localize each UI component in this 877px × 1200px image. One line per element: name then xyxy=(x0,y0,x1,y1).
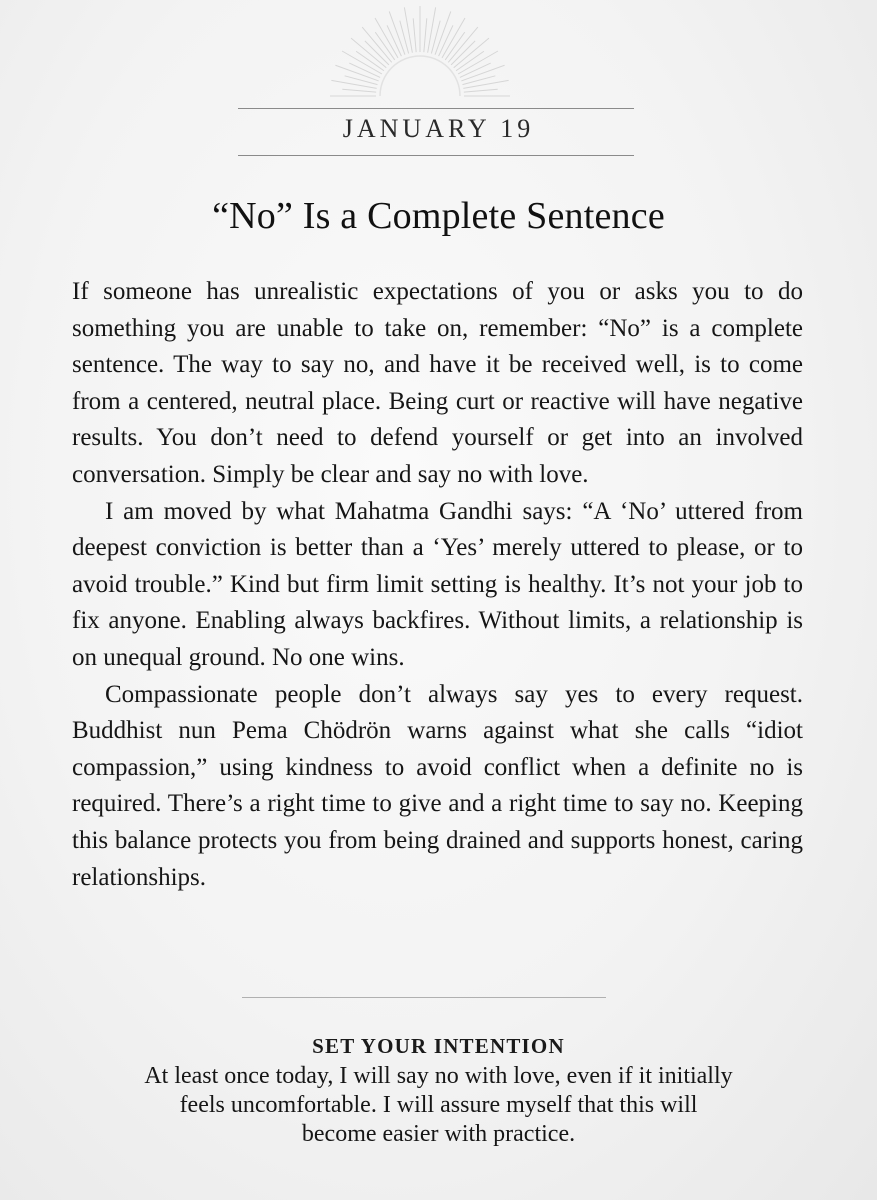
sunburst-ray xyxy=(435,11,451,54)
sunburst-ray xyxy=(404,7,412,52)
sunburst-ray xyxy=(389,11,405,54)
sunburst-ray xyxy=(335,65,378,81)
date-bottom-rule xyxy=(238,155,634,156)
sunburst-ray xyxy=(375,18,398,58)
date-top-rule xyxy=(238,108,634,109)
sunburst-ray xyxy=(331,80,376,88)
sunburst-ray xyxy=(461,65,504,81)
entry-body xyxy=(72,274,803,896)
intention-heading: SET YOUR INTENTION xyxy=(312,1034,565,1058)
body-paragraph: If someone has unrealistic expectations of you or asks you to do something you are unable to take on, remember: “No” is a complete sentence. The way to say no, and have it be received well, is to come from a centered, neutral place. Being curt or reactive will have negative results. You don’t need to defend yourself or get into an involved conversation. Simply be clear and say no with love. xyxy=(72,278,803,488)
sunburst-ray xyxy=(424,18,427,52)
sunburst-ray xyxy=(442,18,465,58)
sunburst-ray xyxy=(458,51,498,74)
sunburst-ray xyxy=(342,89,376,92)
sunburst-ray xyxy=(362,27,392,62)
sunburst-icon xyxy=(330,0,510,100)
sunburst-ray xyxy=(351,38,386,68)
sunburst-ray xyxy=(464,89,498,92)
sunburst-ray xyxy=(463,80,508,88)
page-title: “No” Is a Complete Sentence xyxy=(212,195,665,237)
body-paragraph: I am moved by what Mahatma Gandhi says: “A ‘No’ uttered from deepest conviction is better than a ‘Yes’ merely uttered to please, or to avoid trouble.” Kind but firm limit setting is healthy. It’s not your job to fix anyone. Enabling always backfires. Without limits, a relationship is on unequal ground. No one wins. xyxy=(72,497,803,671)
body-paragraph: Compassionate people don’t always say yes to every request. Buddhist nun Pema Chödrön warns against what she calls “idiot compassion,” using kindness to avoid conflict when a definite no is required. There’s a right time to give and a right time to say no. Keeping this balance protects you from being drained and supports honest, caring relationships. xyxy=(72,680,803,891)
intention-text: At least once today, I will say no with love, even if it initially feels uncomfortable. I will assure myself that this will become easier with practice. xyxy=(144,1063,733,1147)
sunburst-ray xyxy=(342,51,382,74)
sunburst-ray xyxy=(428,7,436,52)
sunburst-ray xyxy=(448,27,478,62)
section-divider xyxy=(242,997,606,998)
date-label: JANUARY 19 xyxy=(342,114,535,143)
sunburst-ray xyxy=(454,38,489,68)
sunburst-ray xyxy=(413,18,416,52)
